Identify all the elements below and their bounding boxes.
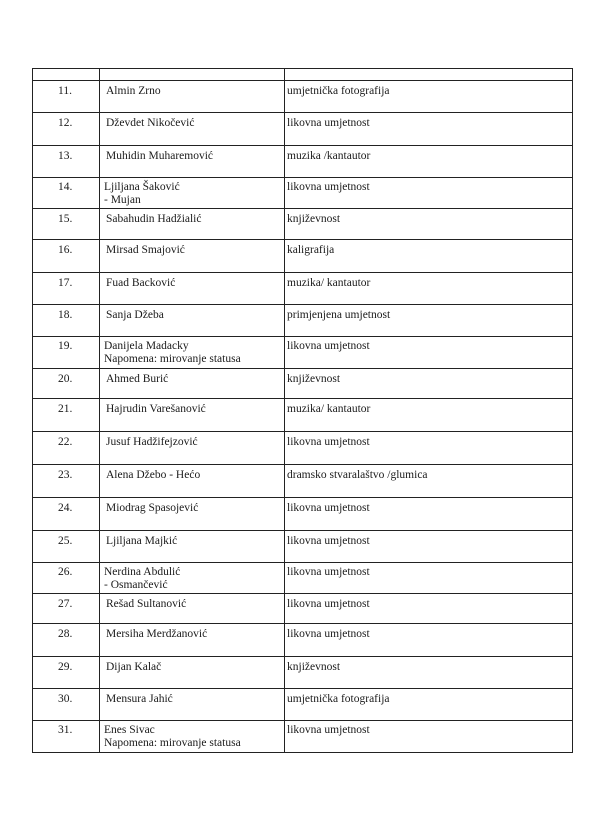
artist-name: Almin Zrno xyxy=(106,85,161,97)
table-row xyxy=(33,113,573,146)
artist-field: književnost xyxy=(285,657,573,688)
row-name-cell xyxy=(100,240,285,272)
artist-name: Hajrudin Varešanović xyxy=(106,403,206,415)
header-cell-field xyxy=(285,69,573,80)
table-row xyxy=(33,305,573,337)
artist-name: Dijan Kalač xyxy=(106,661,162,673)
row-number: 29. xyxy=(33,657,100,688)
artist-field: muzika/ kantautor xyxy=(285,399,573,431)
row-number: 11. xyxy=(33,81,100,112)
row-number: 28. xyxy=(33,624,100,656)
artist-name: Mersiha Merdžanović xyxy=(106,628,208,640)
row-number: 12. xyxy=(33,113,100,145)
artist-field: likovna umjetnost xyxy=(285,337,573,368)
row-name-cell xyxy=(100,305,285,336)
row-number: 26. xyxy=(33,563,100,593)
row-name-cell xyxy=(100,273,285,304)
artist-field: umjetnička fotografija xyxy=(285,81,573,112)
row-name-cell xyxy=(100,624,285,656)
artist-name: Mensura Jahić xyxy=(106,693,173,705)
table-row xyxy=(33,81,573,113)
table-row xyxy=(33,465,573,498)
artist-name: Alena Džebo - Hećo xyxy=(106,469,201,481)
row-name-cell xyxy=(100,689,285,720)
table-row xyxy=(33,531,573,563)
row-number: 14. xyxy=(33,178,100,208)
row-name-cell xyxy=(100,498,285,530)
table-row xyxy=(33,689,573,721)
table-header-row xyxy=(33,69,573,81)
row-name-cell xyxy=(100,721,285,752)
artist-name: Miodrag Spasojević xyxy=(106,502,199,514)
row-number: 30. xyxy=(33,689,100,720)
row-name-cell xyxy=(100,81,285,112)
row-name-cell xyxy=(100,563,285,593)
row-number: 25. xyxy=(33,531,100,562)
table-row xyxy=(33,624,573,657)
artist-name: Enes Sivac xyxy=(104,724,155,736)
row-name-cell xyxy=(100,432,285,464)
row-number: 20. xyxy=(33,369,100,398)
table-body xyxy=(33,81,573,753)
table-row xyxy=(33,146,573,178)
artists-table xyxy=(32,68,573,753)
artist-name-note: - Mujan xyxy=(104,194,141,206)
artist-name: Sanja Džeba xyxy=(106,309,164,321)
row-name-cell xyxy=(100,531,285,562)
artist-field: primjenjena umjetnost xyxy=(285,305,573,336)
table-row xyxy=(33,721,573,753)
row-number: 13. xyxy=(33,146,100,177)
table-row xyxy=(33,178,573,209)
artist-field: umjetnička fotografija xyxy=(285,689,573,720)
table-row xyxy=(33,240,573,273)
artist-field: likovna umjetnost xyxy=(285,721,573,752)
artist-field: likovna umjetnost xyxy=(285,531,573,562)
row-name-cell xyxy=(100,209,285,239)
artist-name: Dževdet Nikočević xyxy=(106,117,195,129)
artist-field: likovna umjetnost xyxy=(285,432,573,464)
table-row xyxy=(33,563,573,594)
artist-name: Mirsad Smajović xyxy=(106,244,185,256)
row-name-cell xyxy=(100,337,285,368)
row-number: 19. xyxy=(33,337,100,368)
table-row xyxy=(33,432,573,465)
header-cell-name xyxy=(100,69,285,80)
artist-field: likovna umjetnost xyxy=(285,113,573,145)
row-number: 27. xyxy=(33,594,100,623)
row-name-cell xyxy=(100,146,285,177)
artist-name: Danijela Madacky xyxy=(104,340,189,352)
artist-name: Nerdina Abdulić xyxy=(104,566,181,578)
artist-field: književnost xyxy=(285,369,573,398)
artist-name: Sabahudin Hadžialić xyxy=(106,213,202,225)
artist-field: muzika/ kantautor xyxy=(285,273,573,304)
row-name-cell xyxy=(100,657,285,688)
row-number: 15. xyxy=(33,209,100,239)
artist-name: Ljiljana Šaković xyxy=(104,181,180,193)
artist-name: Rešad Sultanović xyxy=(106,598,187,610)
table-row xyxy=(33,337,573,369)
table-row xyxy=(33,657,573,689)
row-name-cell xyxy=(100,594,285,623)
artist-name: Ahmed Burić xyxy=(106,373,169,385)
row-number: 18. xyxy=(33,305,100,336)
header-cell-number xyxy=(33,69,100,80)
row-number: 17. xyxy=(33,273,100,304)
artist-name: Ljiljana Majkić xyxy=(106,535,178,547)
artist-name: Muhidin Muharemović xyxy=(106,150,213,162)
row-number: 22. xyxy=(33,432,100,464)
row-number: 16. xyxy=(33,240,100,272)
table-row xyxy=(33,209,573,240)
artist-field: likovna umjetnost xyxy=(285,563,573,593)
artist-field: likovna umjetnost xyxy=(285,498,573,530)
artist-field: dramsko stvaralaštvo /glumica xyxy=(285,465,573,497)
artist-field: književnost xyxy=(285,209,573,239)
artist-field: likovna umjetnost xyxy=(285,178,573,208)
artist-field: likovna umjetnost xyxy=(285,624,573,656)
row-number: 21. xyxy=(33,399,100,431)
row-name-cell xyxy=(100,399,285,431)
table-row xyxy=(33,399,573,432)
row-name-cell xyxy=(100,178,285,208)
table-row xyxy=(33,369,573,399)
table-row xyxy=(33,498,573,531)
artist-field: muzika /kantautor xyxy=(285,146,573,177)
table-row xyxy=(33,273,573,305)
artist-field: likovna umjetnost xyxy=(285,594,573,623)
artist-name-note: Napomena: mirovanje statusa xyxy=(104,737,241,749)
artist-name: Jusuf Hadžifejzović xyxy=(106,436,198,448)
artist-name-note: - Osmančević xyxy=(104,579,168,591)
row-name-cell xyxy=(100,113,285,145)
artist-field: kaligrafija xyxy=(285,240,573,272)
table-row xyxy=(33,594,573,624)
row-name-cell xyxy=(100,369,285,398)
row-number: 31. xyxy=(33,721,100,752)
artist-name-note: Napomena: mirovanje statusa xyxy=(104,353,241,365)
row-name-cell xyxy=(100,465,285,497)
artist-name: Fuad Backović xyxy=(106,277,176,289)
row-number: 23. xyxy=(33,465,100,497)
row-number: 24. xyxy=(33,498,100,530)
